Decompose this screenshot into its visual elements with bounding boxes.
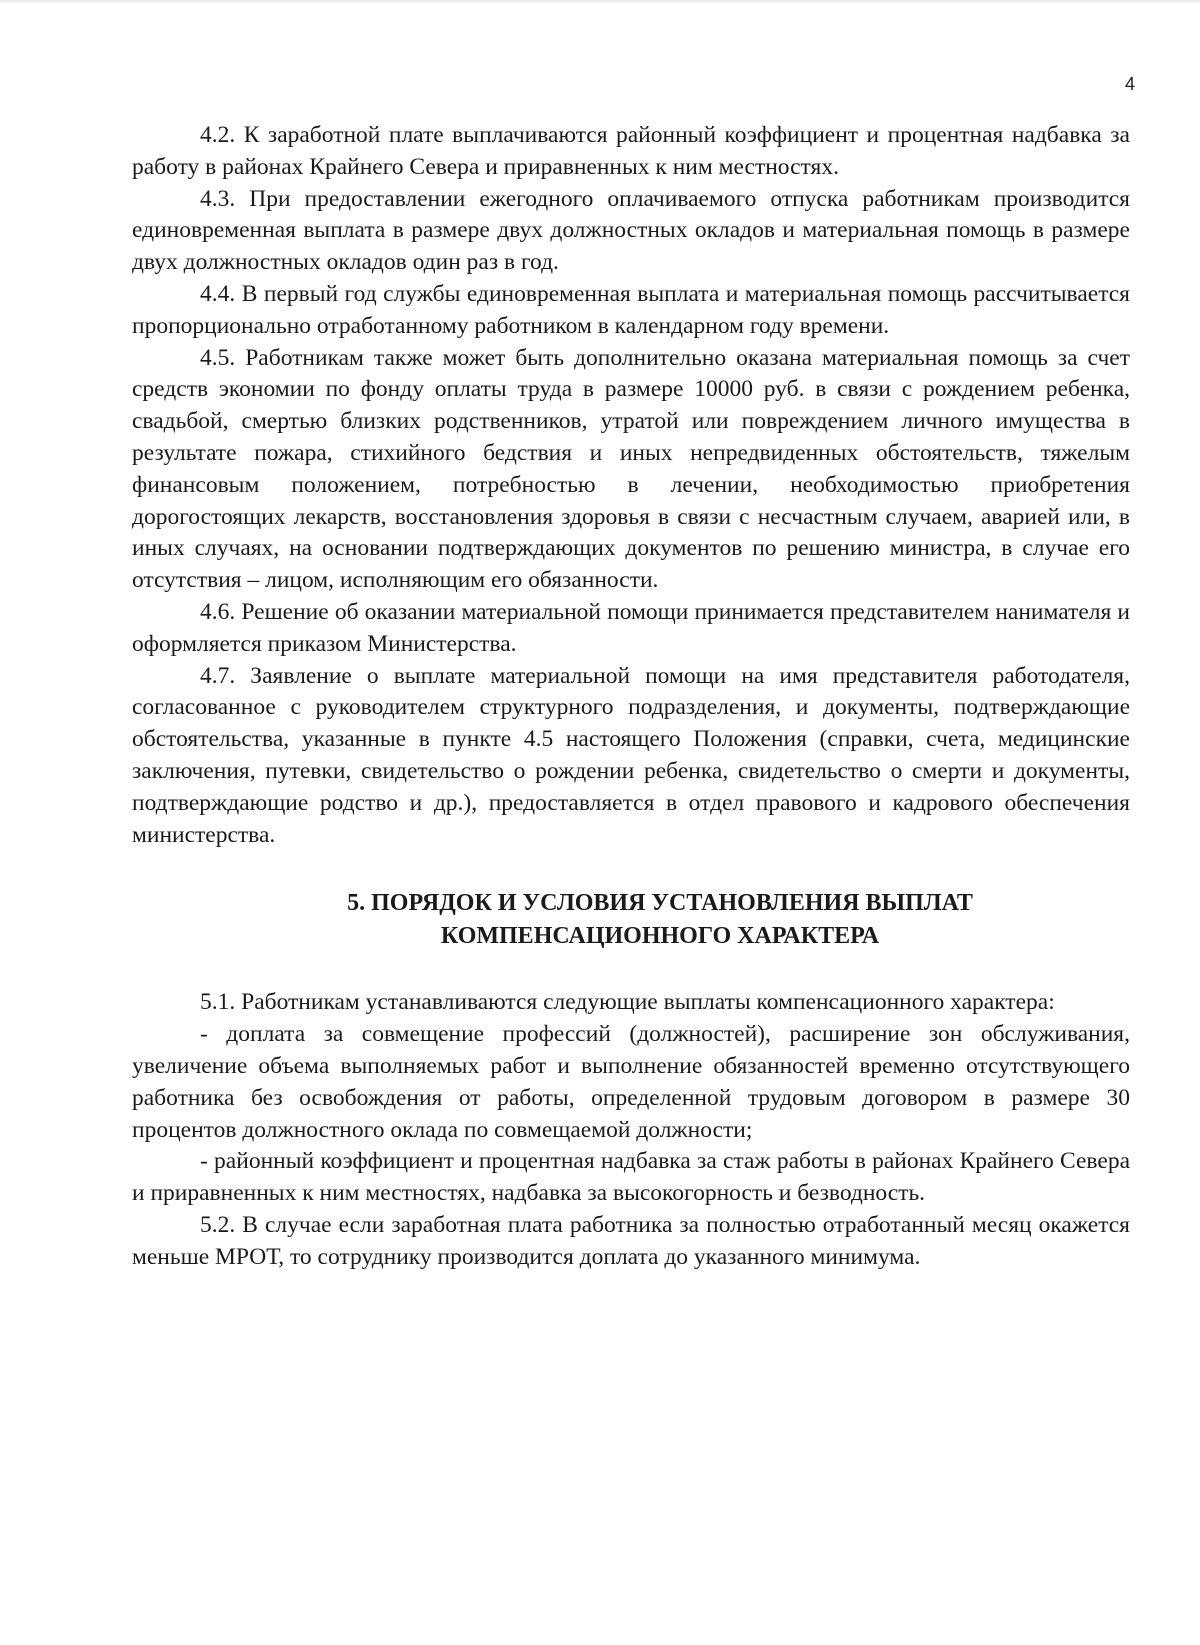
paragraph-4-2: 4.2. К заработной плате выплачиваются районный коэффициент и процентная надбавка за работу в районах Крайнего Севера и приравненных к ним местностях. — [132, 122, 1130, 180]
paragraph-5-2: 5.2. В случае если заработная плата работника за полностью отработанный месяц окажется меньше МРОТ, то сотруднику производится доплата до указанного минимума. — [132, 1211, 1130, 1270]
section-title — [132, 887, 1130, 953]
paragraph-4-7: 4.7. Заявление о выплате материальной помощи на имя представителя работодателя, согласованное с руководителем структурного подразделения, и документы, подтверждающие обстоятельства, указанные в пункте 4.5 настоящего Положения (справки, счета, медицинские заключения, путевки, свидетельство о рождении ребенка, свидетельство о смерти и документы, подтверждающие родство и др.), предоставляется в отдел правового и кадрового обеспечения министерства. — [132, 662, 1130, 848]
scan-edge — [0, 0, 1200, 4]
paragraph-4-6: 4.6. Решение об оказании материальной помощи принимается представителем нанимателя и оформляется приказом Министерства. — [132, 598, 1130, 657]
page-number: 4 — [1124, 74, 1135, 94]
paragraph-4-4: 4.4. В первый год службы единовременная выплата и материальная помощь рассчитывается пропорционально отработанному работником в календарном году времени. — [132, 280, 1130, 339]
paragraph-4-5: 4.5. Работникам также может быть дополнительно оказана материальная помощь за счет средств экономии по фонду оплаты труда в размере 10000 руб. в связи с рождением ребенка, свадьбой, смертью близких родственников, утратой или повреждением личного имущества в результате пожара, стихийного бедствия и иных непредвиденных обстоятельств, тяжелым финансовым положением, потребностью в лечении, необходимостью приобретения дорогостоящих лекарств, восстановления здоровья в связи с несчастным случаем, аварией или, в иных случаях, на основании подтверждающих документов по решению министра, в случае его отсутствия – лицом, исполняющим его обязанности. — [132, 344, 1130, 594]
section-title-line-2: КОМПЕНСАЦИОННОГО ХАРАКТЕРА — [440, 923, 880, 950]
document-body — [132, 120, 1130, 1274]
list-item-regional-coefficient: - районный коэффициент и процентная надбавка за стаж работы в районах Крайнего Севера и приравненных к ним местностях, надбавка за высокогорность и безводность. — [132, 1148, 1130, 1207]
list-item-combination-pay: - доплата за совмещение профессий (должностей), расширение зон обслуживания, увеличение объема выполняемых работ и выполнение обязанностей временно отсутствующего работника без освобождения от работы, определенной трудовым договором в размере 30 процентов должностного оклада по совмещаемой должности; — [132, 1021, 1130, 1143]
section-title-line-1: 5. ПОРЯДОК И УСЛОВИЯ УСТАНОВЛЕНИЯ ВЫПЛАТ — [347, 890, 973, 917]
paragraph-4-3: 4.3. При предоставлении ежегодного оплачиваемого отпуска работникам производится единовременная выплата в размере двух должностных окладов и материальная помощь в размере двух должностных окладов один раз в год. — [132, 185, 1130, 276]
paragraph-5-1: 5.1. Работникам устанавливаются следующие выплаты компенсационного характера: — [200, 989, 1055, 1016]
